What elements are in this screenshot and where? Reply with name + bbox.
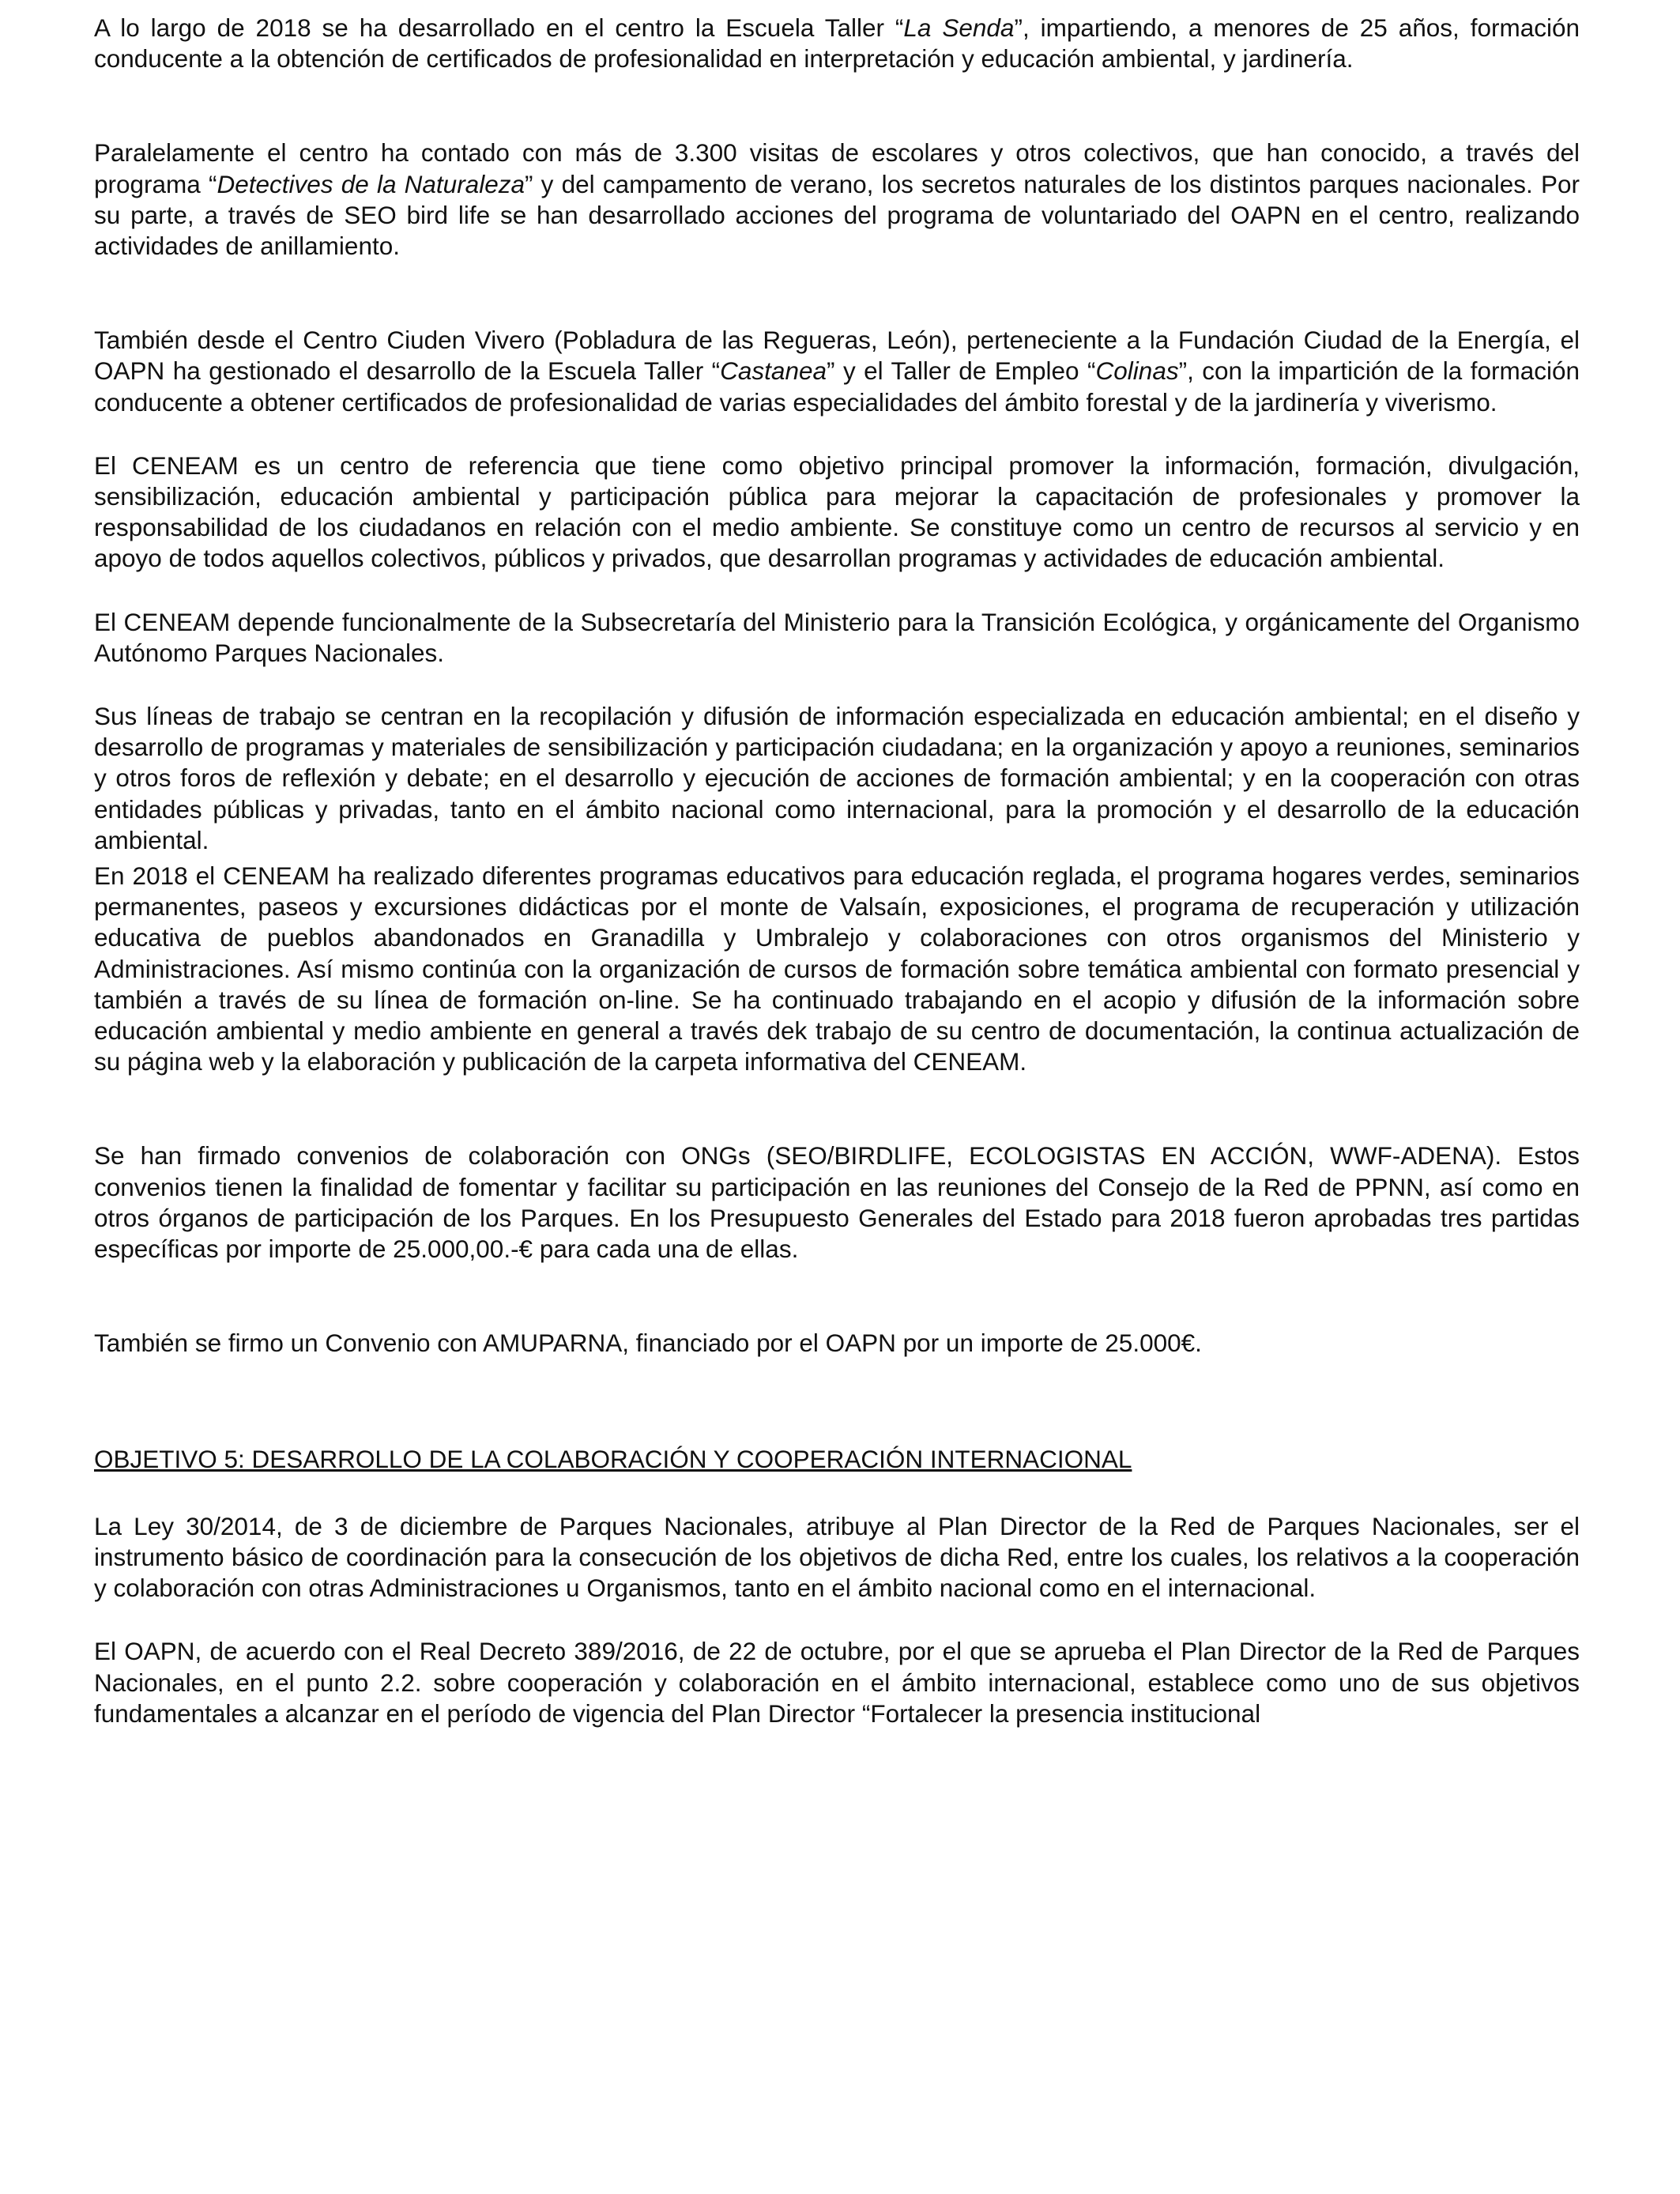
- paragraph-lineas-de-trabajo: Sus líneas de trabajo se centran en la recopilación y difusión de información especializada en educación ambiental; en el diseño y desarrollo de programas y materiales de sensibilización y participación ciudadana; en la organización y apoyo a reuniones, seminarios y otros foros de reflexión y debate; en el desarrollo y ejecución de acciones de formación ambiental; y en la cooperación con otras entidades públicas y privadas, tanto en el ámbito nacional como internacional, para la promoción y el desarrollo de la educación ambiental.: [94, 702, 1580, 854]
- paragraph-ceneam-dependencia: El CENEAM depende funcionalmente de la Subsecretaría del Ministerio para la Transición Ecológica, y orgánicamente del Organismo Autónomo Parques Nacionales.: [94, 607, 1580, 667]
- paragraph-convenio-amuparna: También se firmo un Convenio con AMUPARNA, financiado por el OAPN por un importe de 25.000€.: [94, 1329, 1202, 1358]
- paragraph-ceneam-programas-2018: En 2018 el CENEAM ha realizado diferentes programas educativos para educación reglada, el programa hogares verdes, seminarios permanentes, paseos y excursiones didácticas por el monte de Valsaín, exposiciones, el programa de recuperación y utilización educativa de pueblos abandonados en Granadilla y Umbralejo y colaboraciones con otros organismos del Ministerio y Administraciones. Así mismo continúa con la organización de cursos de formación sobre temática ambiental con formato presencial y también a través de su línea de formación on-line. Se ha continuado trabajando en el acopio y difusión de la información sobre educación ambiental y medio ambiente en general a través dek trabajo de su centro de documentación, la continua actualización de su página web y la elaboración y publicación de la carpeta informativa del CENEAM.: [94, 861, 1580, 1076]
- paragraph-ceneam-centro-referencia: El CENEAM es un centro de referencia que tiene como objetivo principal promover la información, formación, divulgación, sensibilización, educación ambiental y participación pública para mejorar la capacitación de profesionales y promover la responsabilidad de los ciudadanos en relación con el medio ambiente. Se constituye como un centro de recursos al servicio y en apoyo de todos aquellos colectivos, públicos y privados, que desarrollan programas y actividades de educación ambiental.: [94, 450, 1580, 573]
- document-page: [94, 13, 1580, 1729]
- paragraph-ley-parques-nacionales: La Ley 30/2014, de 3 de diciembre de Parques Nacionales, atribuye al Plan Director de la Red de Parques Nacionales, ser el instrumento básico de coordinación para la consecución de los objetivos de dicha Red, entre los cuales, los relativos a la cooperación y colaboración con otras Administraciones u Organismos, tanto en el ámbito nacional como en el internacional.: [94, 1511, 1580, 1603]
- paragraph-centro-ciuden-vivero: También desde el Centro Ciuden Vivero (Pobladura de las Regueras, León), perteneciente a la Fundación Ciudad de la Energía, el OAPN ha gestionado el desarrollo de la Escuela Taller “Castanea” y el Taller de Empleo “Colinas”, con la impartición de la formación conducente a obtener certificados de profesionalidad de varias especialidades del ámbito forestal y de la jardinería y viverismo.: [94, 326, 1580, 417]
- section-heading-objetivo-5: OBJETIVO 5: DESARROLLO DE LA COLABORACIÓN Y COOPERACIÓN INTERNACIONAL: [94, 1444, 1132, 1473]
- paragraph-visitas-escolares: Paralelamente el centro ha contado con más de 3.300 visitas de escolares y otros colectivos, que han conocido, a través del programa “Detectives de la Naturaleza” y del campamento de verano, los secretos naturales de los distintos parques nacionales. Por su parte, a través de SEO bird life se han desarrollado acciones del programa de voluntariado del OAPN en el centro, realizando actividades de anillamiento.: [94, 138, 1580, 261]
- paragraph-oapn-plan-director: El OAPN, de acuerdo con el Real Decreto 389/2016, de 22 de octubre, por el que se aprueba el Plan Director de la Red de Parques Nacionales, en el punto 2.2. sobre cooperación y colaboración en el ámbito internacional, establece como uno de sus objetivos fundamentales a alcanzar en el período de vigencia del Plan Director “Fortalecer la presencia institucional: [94, 1637, 1580, 1728]
- paragraph-convenios-ongs: Se han firmado convenios de colaboración con ONGs (SEO/BIRDLIFE, ECOLOGISTAS EN ACCIÓN, WWF-ADENA). Estos convenios tienen la finalidad de fomentar y facilitar su participación en las reuniones del Consejo de la Red de PPNN, así como en otros órganos de participación de los Parques. En los Presupuesto Generales del Estado para 2018 fueron aprobadas tres partidas específicas por importe de 25.000,00.-€ para cada una de ellas.: [94, 1141, 1580, 1264]
- paragraph-escuela-taller-la-senda: A lo largo de 2018 se ha desarrollado en el centro la Escuela Taller “La Senda”, impartiendo, a menores de 25 años, formación conducente a la obtención de certificados de profesionalidad en interpretación y educación ambiental, y jardinería.: [94, 13, 1580, 74]
